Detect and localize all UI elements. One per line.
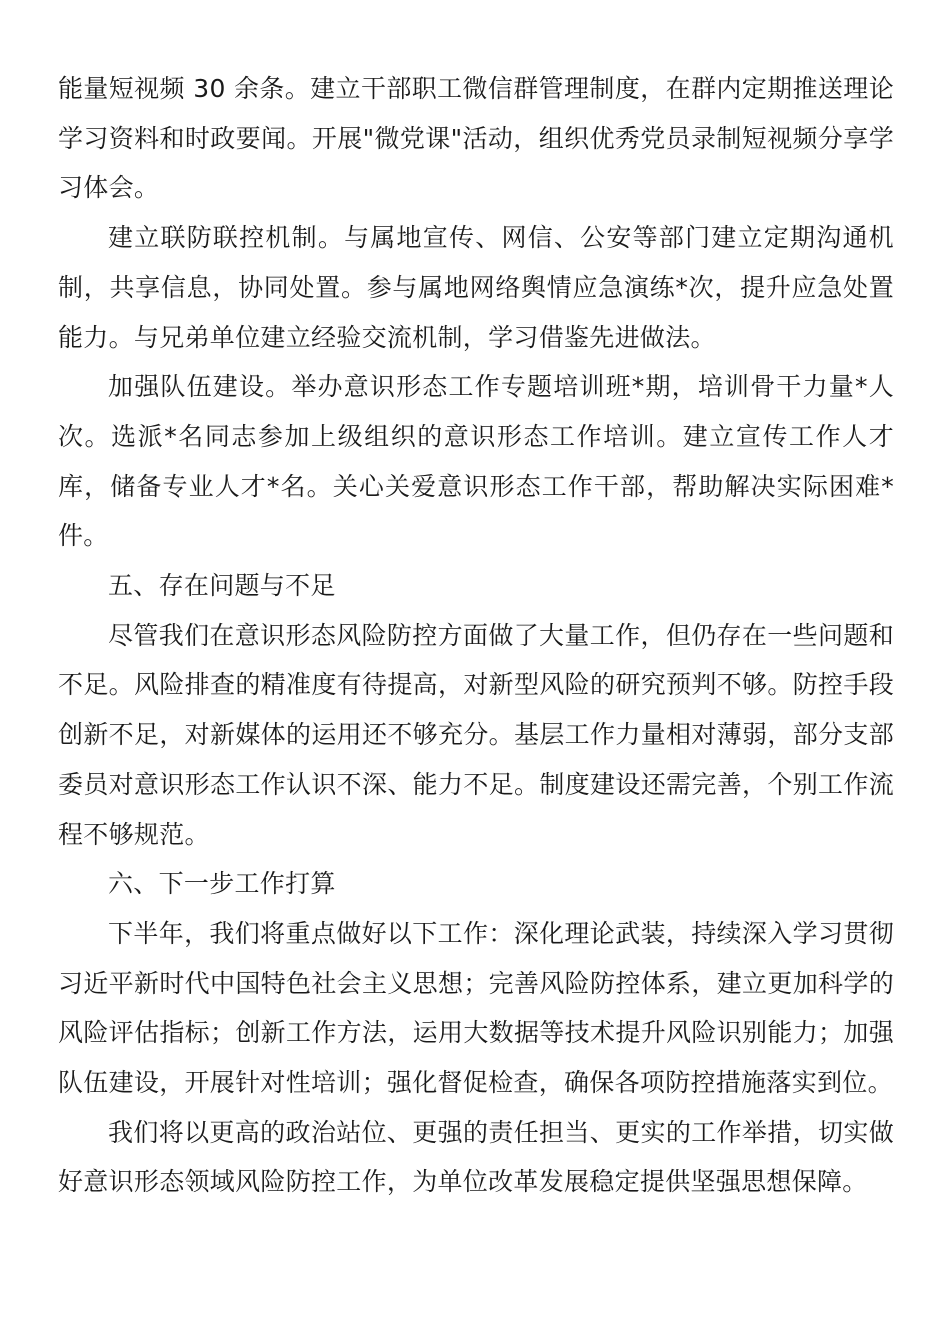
paragraph-conclusion: 我们将以更高的政治站位、更强的责任担当、更实的工作举措，切实做好意识形态领域风险防控工作，为单位改革发展稳定提供坚强思想保障。: [58, 1117, 894, 1197]
paragraph-joint-control: 建立联防联控机制。与属地宣传、网信、公安等部门建立定期沟通机制，共享信息，协同处置。参与属地网络舆情应急演练*次，提升应急处置能力。与兄弟单位建立经验交流机制，学习借鉴先进做法。: [58, 223, 894, 352]
paragraph-short-video: 能量短视频 30 余条。建立干部职工微信群管理制度，在群内定期推送理论学习资料和时政要闻。开展"微党课"活动，组织优秀党员录制短视频分享学习体会。: [58, 74, 894, 203]
section-heading-problems: 五、存在问题与不足: [108, 571, 336, 601]
paragraph-team-building: 加强队伍建设。举办意识形态工作专题培训班*期，培训骨干力量*人次。选派*名同志参加上级组织的意识形态工作培训。建立宣传工作人才库，储备专业人才*名。关心关爱意识形态工作干部，帮助解决实际困难*件。: [58, 372, 894, 551]
document-page: [58, 64, 894, 1207]
paragraph-problems: 尽管我们在意识形态风险防控方面做了大量工作，但仍存在一些问题和不足。风险排查的精准度有待提高，对新型风险的研究预判不够。防控手段创新不足，对新媒体的运用还不够充分。基层工作力量相对薄弱，部分支部委员对意识形态工作认识不深、能力不足。制度建设还需完善，个别工作流程不够规范。: [58, 620, 894, 849]
section-heading-next-steps: 六、下一步工作打算: [108, 869, 336, 899]
paragraph-next-steps: 下半年，我们将重点做好以下工作：深化理论武装，持续深入学习贯彻习近平新时代中国特色社会主义思想；完善风险防控体系，建立更加科学的风险评估指标；创新工作方法，运用大数据等技术提升风险识别能力；加强队伍建设，开展针对性培训；强化督促检查，确保各项防控措施落实到位。: [58, 918, 894, 1098]
